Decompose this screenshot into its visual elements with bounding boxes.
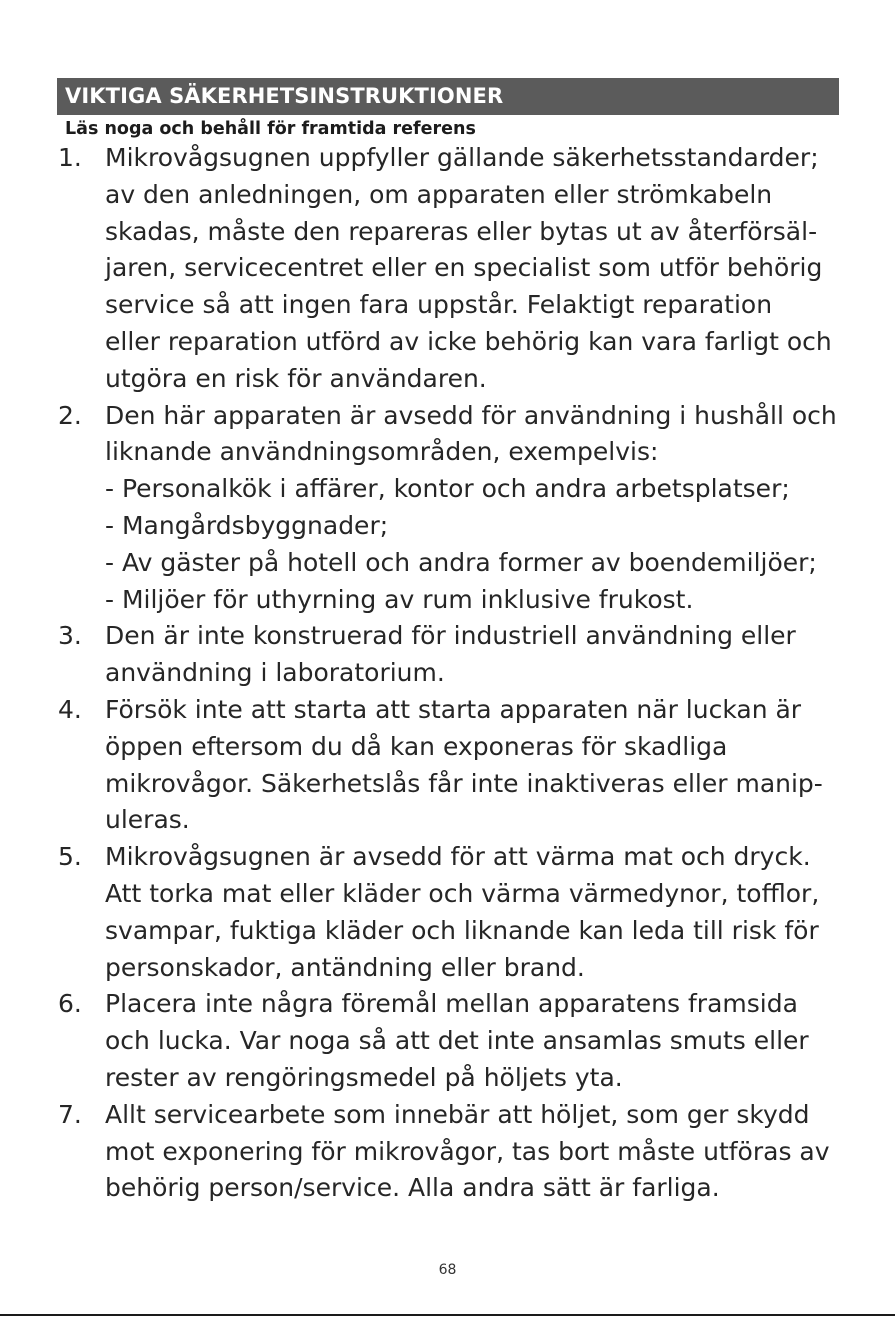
instruction-number: 1.: [58, 143, 82, 172]
instruction-text-line: Den är inte konstruerad för industriell användning eller: [105, 621, 796, 651]
section-subtitle: Läs noga och behåll för framtida referens: [65, 119, 476, 139]
instruction-text-line: Den här apparaten är avsedd för användning i hushåll och: [105, 400, 837, 430]
instruction-text-line: Att torka mat eller kläder och värma värmedynor, tofflor,: [105, 878, 820, 908]
instruction-text-line: - Miljöer för uthyrning av rum inklusive frukost.: [105, 584, 694, 614]
instruction-text-line: av den anledningen, om apparaten eller strömkabeln: [105, 179, 773, 209]
instruction-text-line: Mikrovågsugnen är avsedd för att värma mat och dryck.: [105, 842, 811, 872]
instruction-text-line: svampar, fuktiga kläder och liknande kan leda till risk för: [105, 915, 819, 945]
instruction-text-line: Försök inte att starta att starta apparaten när luckan är: [105, 694, 802, 724]
instruction-text-line: mikrovågor. Säkerhetslås får inte inaktiveras eller manip-: [105, 768, 823, 798]
instruction-text-line: rester av rengöringsmedel på höljets yta.: [105, 1062, 623, 1092]
instruction-text-line: Placera inte några föremål mellan apparatens framsida: [105, 989, 798, 1019]
instruction-text-line: - Mangårdsbyggnader;: [105, 510, 389, 540]
instruction-number: 3.: [58, 621, 82, 651]
instruction-number: 2.: [58, 400, 82, 430]
instruction-text-line: behörig person/service. Alla andra sätt är farliga.: [105, 1173, 720, 1203]
instruction-text-line: användning i laboratorium.: [105, 658, 445, 688]
instruction-text-line: skadas, måste den repareras eller bytas ut av återförsäl-: [105, 216, 818, 246]
instruction-text-line: jaren, servicecentret eller en specialist som utför behörig: [105, 253, 823, 283]
instruction-item: [58, 140, 843, 398]
instruction-item: [58, 618, 843, 692]
instruction-text-line: eller reparation utförd av icke behörig kan vara farligt och: [105, 326, 832, 356]
instruction-item: [58, 839, 843, 986]
page-number: 68: [438, 1262, 457, 1278]
instruction-item: [58, 398, 843, 619]
instruction-item: [58, 692, 843, 839]
instruction-item: [58, 986, 843, 1096]
instruction-text-line: mot exponering för mikrovågor, tas bort måste utföras av: [105, 1136, 830, 1166]
instruction-text-line: service så att ingen fara uppstår. Felaktigt reparation: [105, 290, 773, 320]
instruction-number: 6.: [58, 989, 82, 1019]
section-title: VIKTIGA SÄKERHETSINSTRUKTIONER: [65, 84, 504, 108]
section-header-bar: [57, 78, 839, 115]
instruction-text-line: liknande användningsområden, exempelvis:: [105, 437, 659, 467]
instruction-text-line: utgöra en risk för användaren.: [105, 363, 487, 393]
instruction-number: 4.: [58, 694, 82, 724]
safety-instructions-list: [58, 140, 843, 1207]
instruction-text-line: Allt servicearbete som innebär att höljet, som ger skydd: [105, 1099, 810, 1129]
instruction-text-line: personskador, antändning eller brand.: [105, 952, 585, 982]
instruction-number: 7.: [58, 1099, 82, 1129]
instruction-text-line: uleras.: [105, 805, 190, 835]
instruction-item: [58, 1097, 843, 1207]
bottom-divider: [0, 1314, 895, 1316]
instruction-text-line: - Av gäster på hotell och andra former av boendemiljöer;: [105, 547, 817, 577]
instruction-text-line: och lucka. Var noga så att det inte ansamlas smuts eller: [105, 1026, 809, 1056]
instruction-text-line: - Personalkök i affärer, kontor och andra arbetsplatser;: [105, 474, 790, 504]
instruction-text-line: Mikrovågsugnen uppfyller gällande säkerhetsstandarder;: [105, 143, 819, 172]
instruction-text-line: öppen eftersom du då kan exponeras för skadliga: [105, 731, 728, 761]
instruction-number: 5.: [58, 842, 82, 872]
